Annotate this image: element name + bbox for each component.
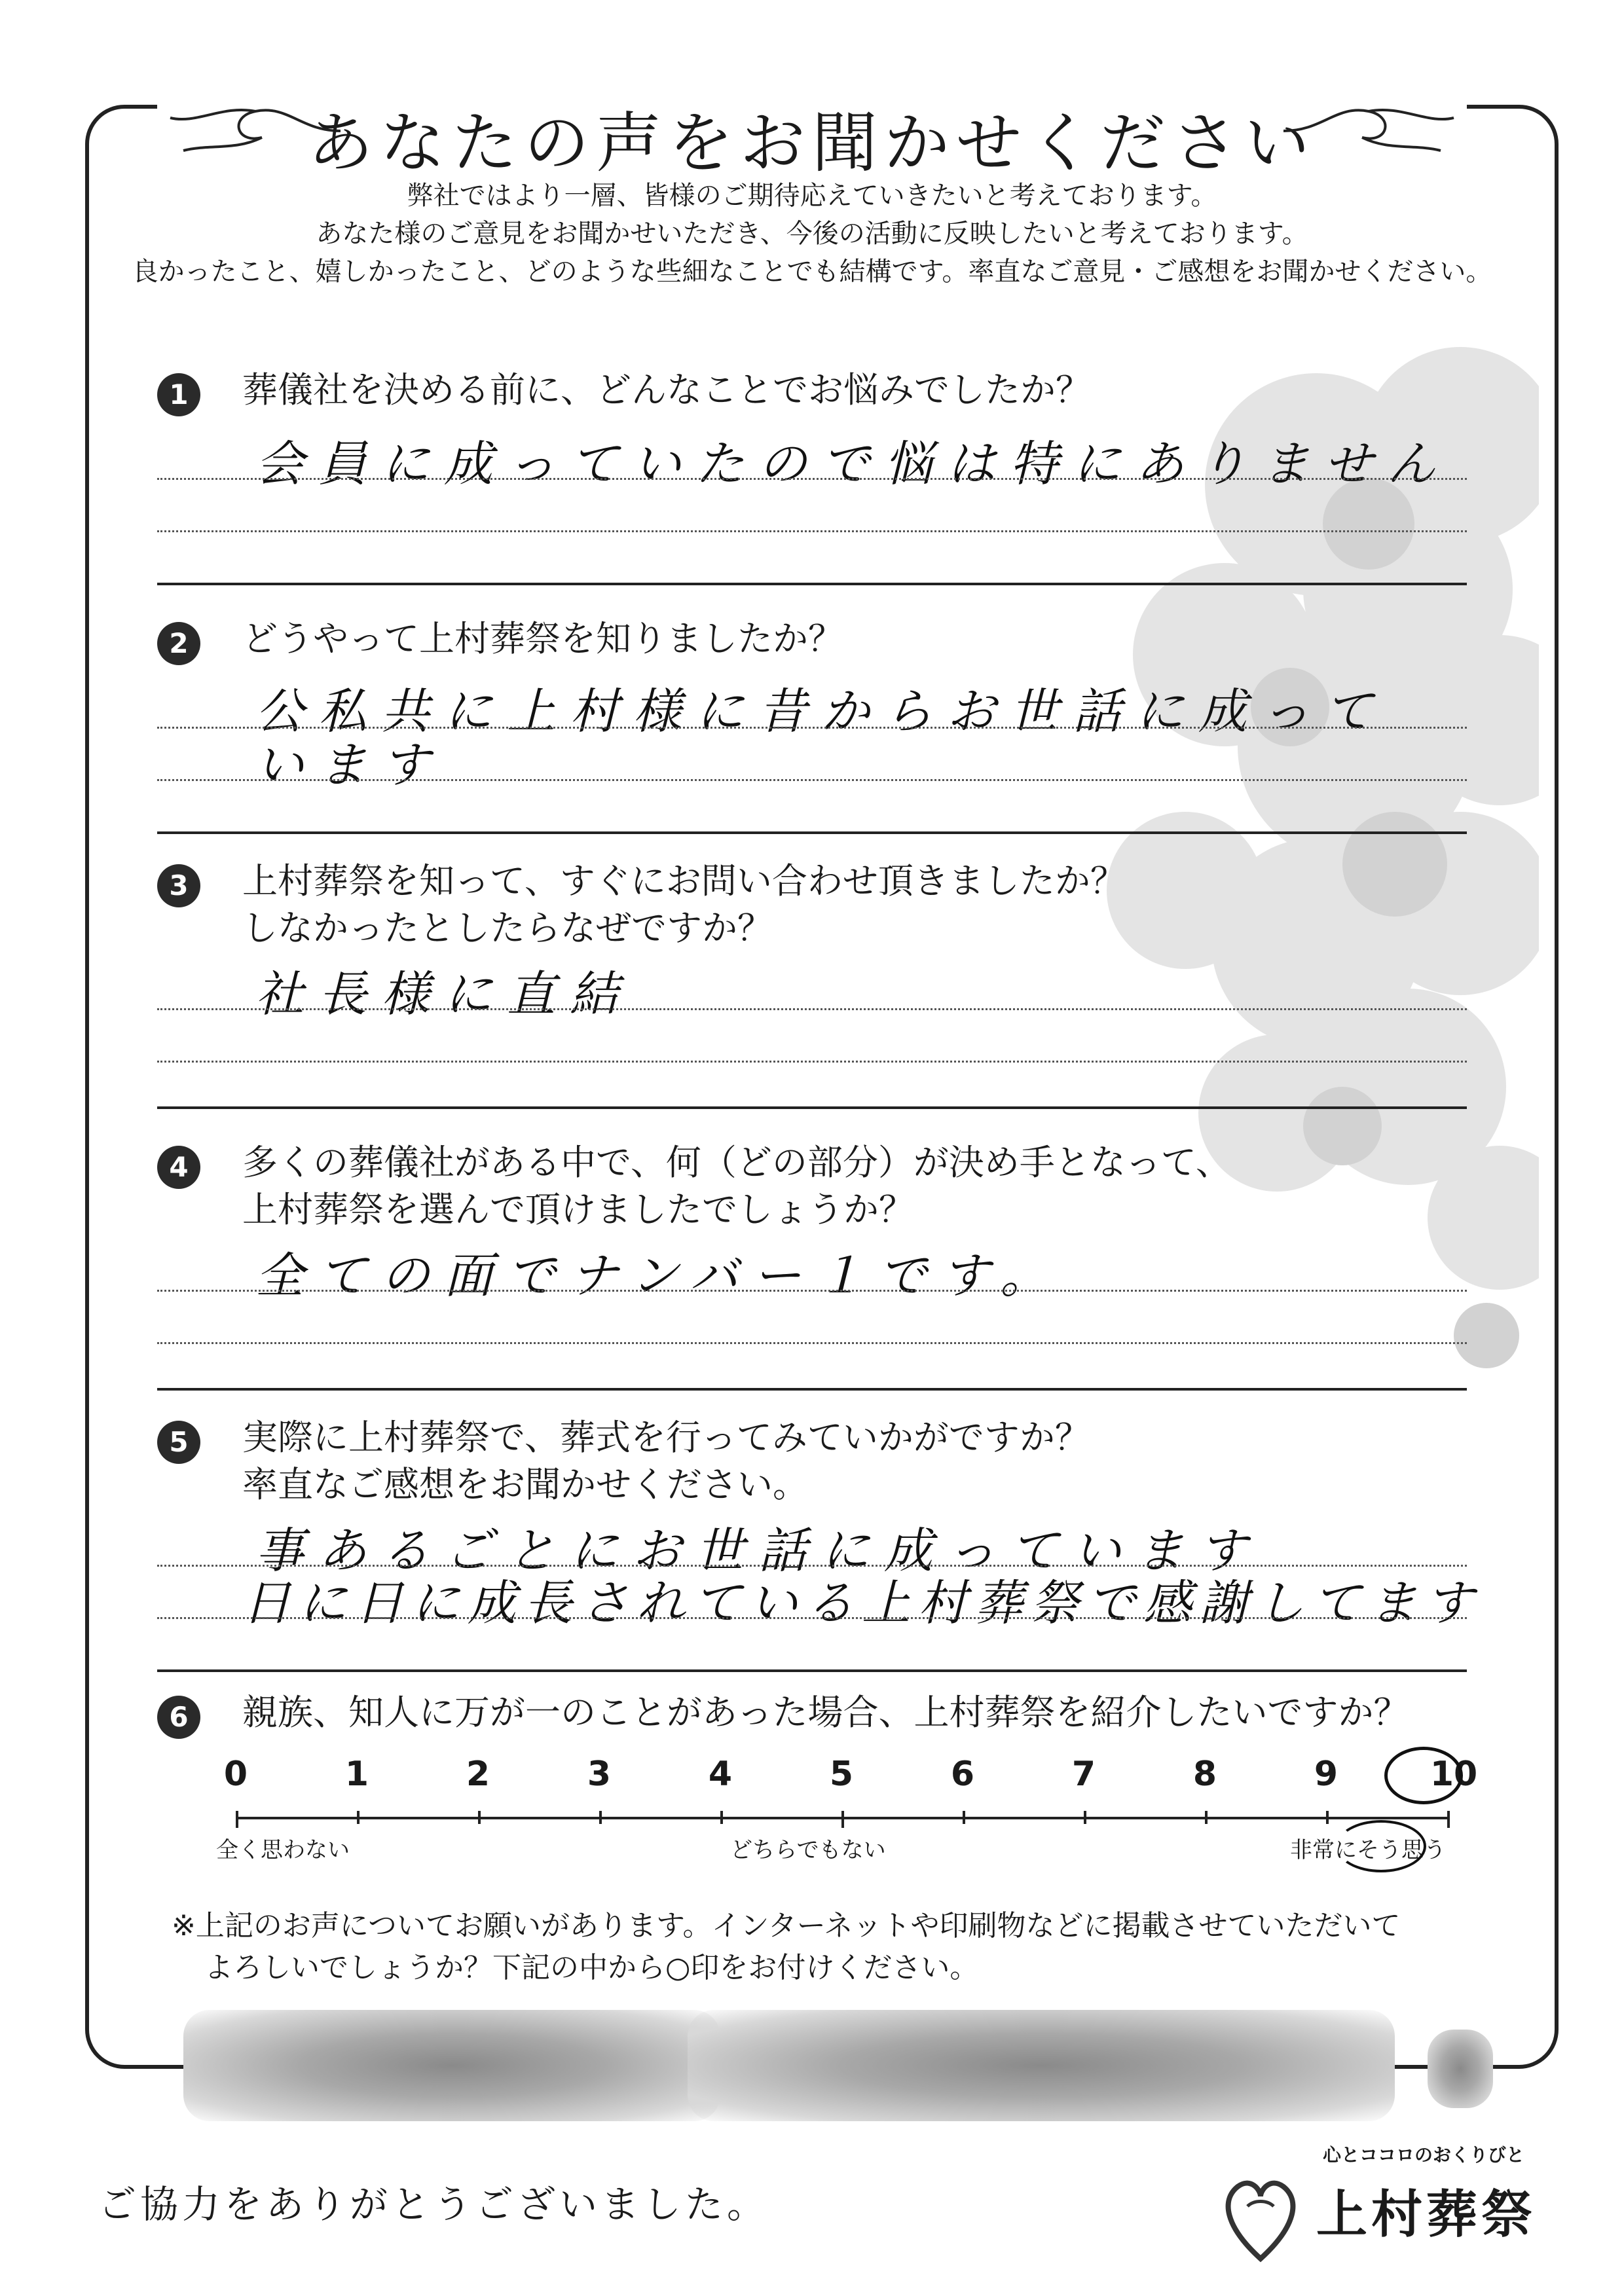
scale-tick bbox=[841, 1811, 844, 1828]
scale-number-5: 5 bbox=[829, 1755, 854, 1794]
scale-number-3: 3 bbox=[587, 1755, 612, 1794]
question-number-badge: 5 bbox=[157, 1421, 200, 1464]
handwritten-answer: 公私共に上村様に昔からお世話に成って bbox=[255, 683, 1387, 740]
scale-tick bbox=[478, 1811, 481, 1824]
answer-line bbox=[157, 1061, 1467, 1063]
question-number-badge: 3 bbox=[157, 864, 200, 907]
answer-line bbox=[157, 1342, 1467, 1344]
question-text: 率直なご感想をお聞かせください。 bbox=[242, 1464, 808, 1505]
scale-tick bbox=[963, 1811, 965, 1824]
handwritten-answer: 社長様に直結 bbox=[255, 966, 633, 1023]
scale-tick bbox=[720, 1811, 723, 1824]
redacted-area bbox=[688, 2010, 1395, 2121]
handwritten-answer: います bbox=[255, 737, 444, 793]
question-2 bbox=[157, 615, 1467, 838]
section-divider bbox=[157, 1106, 1467, 1109]
intro-line: あなた様のご意見をお聞かせいただき、今後の活動に反映したいと考えております。 bbox=[316, 219, 1308, 249]
section-divider bbox=[157, 831, 1467, 834]
scale-label-high: 非常にそう思う bbox=[1290, 1837, 1446, 1863]
logo-tagline: 心とココロのおくりびと bbox=[1323, 2144, 1525, 2166]
redacted-area bbox=[183, 2010, 720, 2121]
question-5 bbox=[157, 1414, 1481, 1676]
question-3 bbox=[157, 858, 1467, 1120]
scale-tick bbox=[1447, 1811, 1450, 1828]
question-text: 親族、知人に万が一のことがあった場合、上村葬祭を紹介したいですか？ bbox=[242, 1692, 1409, 1733]
scale-number-8: 8 bbox=[1192, 1755, 1217, 1794]
question-6 bbox=[157, 1689, 1467, 1755]
handwritten-answer: 事あるごとにお世話に成っています bbox=[255, 1523, 1261, 1579]
logo-company-name: 上村葬祭 bbox=[1316, 2185, 1537, 2244]
answer-line bbox=[157, 727, 1467, 729]
intro-text bbox=[118, 177, 1506, 291]
page-title: あなたの声をお聞かせください bbox=[308, 105, 1316, 181]
question-number-badge: 6 bbox=[157, 1696, 200, 1739]
scale-tick bbox=[357, 1811, 360, 1824]
scale-number-6: 6 bbox=[950, 1755, 975, 1794]
question-text: 実際に上村葬祭で、葬式を行ってみていかがですか？ bbox=[242, 1417, 1090, 1458]
question-text: 葬儀社を決める前に、どんなことでお悩みでしたか？ bbox=[242, 369, 1091, 410]
section-divider bbox=[157, 1669, 1467, 1672]
note-line: ※上記のお声についてお願いがあります。インターネットや印刷物などに掲載させていただいて bbox=[172, 1909, 1401, 1942]
question-number-badge: 1 bbox=[157, 373, 200, 416]
question-text: どうやって上村葬祭を知りましたか？ bbox=[242, 618, 843, 659]
handwritten-answer: 全ての面でナンバー１です。 bbox=[255, 1248, 1063, 1304]
scale-tick bbox=[1205, 1811, 1208, 1824]
question-text: しなかったとしたらなぜですか？ bbox=[242, 907, 773, 949]
note-line: よろしいでしょうか？下記の中から○印をお付けください。 bbox=[204, 1951, 979, 1984]
selected-rating-circle bbox=[1384, 1747, 1463, 1804]
scale-number-1: 1 bbox=[344, 1755, 369, 1794]
answer-line bbox=[157, 1290, 1467, 1292]
section-divider bbox=[157, 1388, 1467, 1391]
answer-line bbox=[157, 779, 1467, 781]
redacted-area bbox=[1428, 2030, 1493, 2108]
scale-number-0: 0 bbox=[223, 1755, 248, 1794]
title-area bbox=[157, 79, 1467, 183]
section-divider bbox=[157, 583, 1467, 585]
question-text: 上村葬祭を知って、すぐにお問い合わせ頂きましたか？ bbox=[242, 860, 1126, 902]
rating-scale bbox=[216, 1755, 1506, 1899]
handwritten-answer: 日に日に成長されている上村葬祭で感謝してます bbox=[242, 1575, 1481, 1631]
scale-number-4: 4 bbox=[708, 1755, 733, 1794]
handwritten-answer: 会員に成っていたので悩は特にありません bbox=[255, 436, 1450, 492]
thank-you-message: ご協力をありがとうございました。 bbox=[98, 2182, 769, 2227]
scale-number-9: 9 bbox=[1314, 1755, 1338, 1794]
answer-line bbox=[157, 1008, 1467, 1010]
scale-label-mid: どちらでもない bbox=[730, 1837, 886, 1863]
question-4 bbox=[157, 1139, 1467, 1401]
answer-line bbox=[157, 530, 1467, 532]
right-flourish-ornament bbox=[1270, 92, 1467, 164]
intro-line: 弊社ではより一層、皆様のご期待応えていきたいと考えております。 bbox=[407, 181, 1217, 211]
question-1 bbox=[157, 367, 1467, 589]
answer-line bbox=[157, 1617, 1467, 1619]
answer-line bbox=[157, 478, 1467, 480]
scale-label-low: 全く思わない bbox=[216, 1837, 350, 1863]
scale-tick bbox=[1326, 1811, 1329, 1824]
scale-number-2: 2 bbox=[466, 1755, 490, 1794]
publication-consent-note bbox=[172, 1905, 1401, 1989]
question-number-badge: 2 bbox=[157, 622, 200, 665]
question-text: 多くの葬儀社がある中で、何（どの部分）が決め手となって、 bbox=[242, 1142, 1231, 1183]
answer-line bbox=[157, 1565, 1467, 1567]
heart-logo-icon bbox=[1218, 2167, 1303, 2265]
scale-number-10: 10 bbox=[1430, 1755, 1478, 1794]
handwritten-circle-mark bbox=[1336, 1820, 1426, 1872]
scale-tick bbox=[1084, 1811, 1086, 1824]
scale-number-7: 7 bbox=[1071, 1755, 1096, 1794]
intro-line: 良かったこと、嬉しかったこと、どのような些細なことでも結構です。率直なご意見・ご感想をお聞かせください。 bbox=[132, 257, 1492, 287]
company-logo bbox=[1218, 2141, 1559, 2272]
question-number-badge: 4 bbox=[157, 1146, 200, 1189]
question-text: 上村葬祭を選んで頂けましたでしょうか？ bbox=[242, 1189, 914, 1230]
scale-tick bbox=[599, 1811, 602, 1824]
scale-tick bbox=[236, 1811, 238, 1828]
